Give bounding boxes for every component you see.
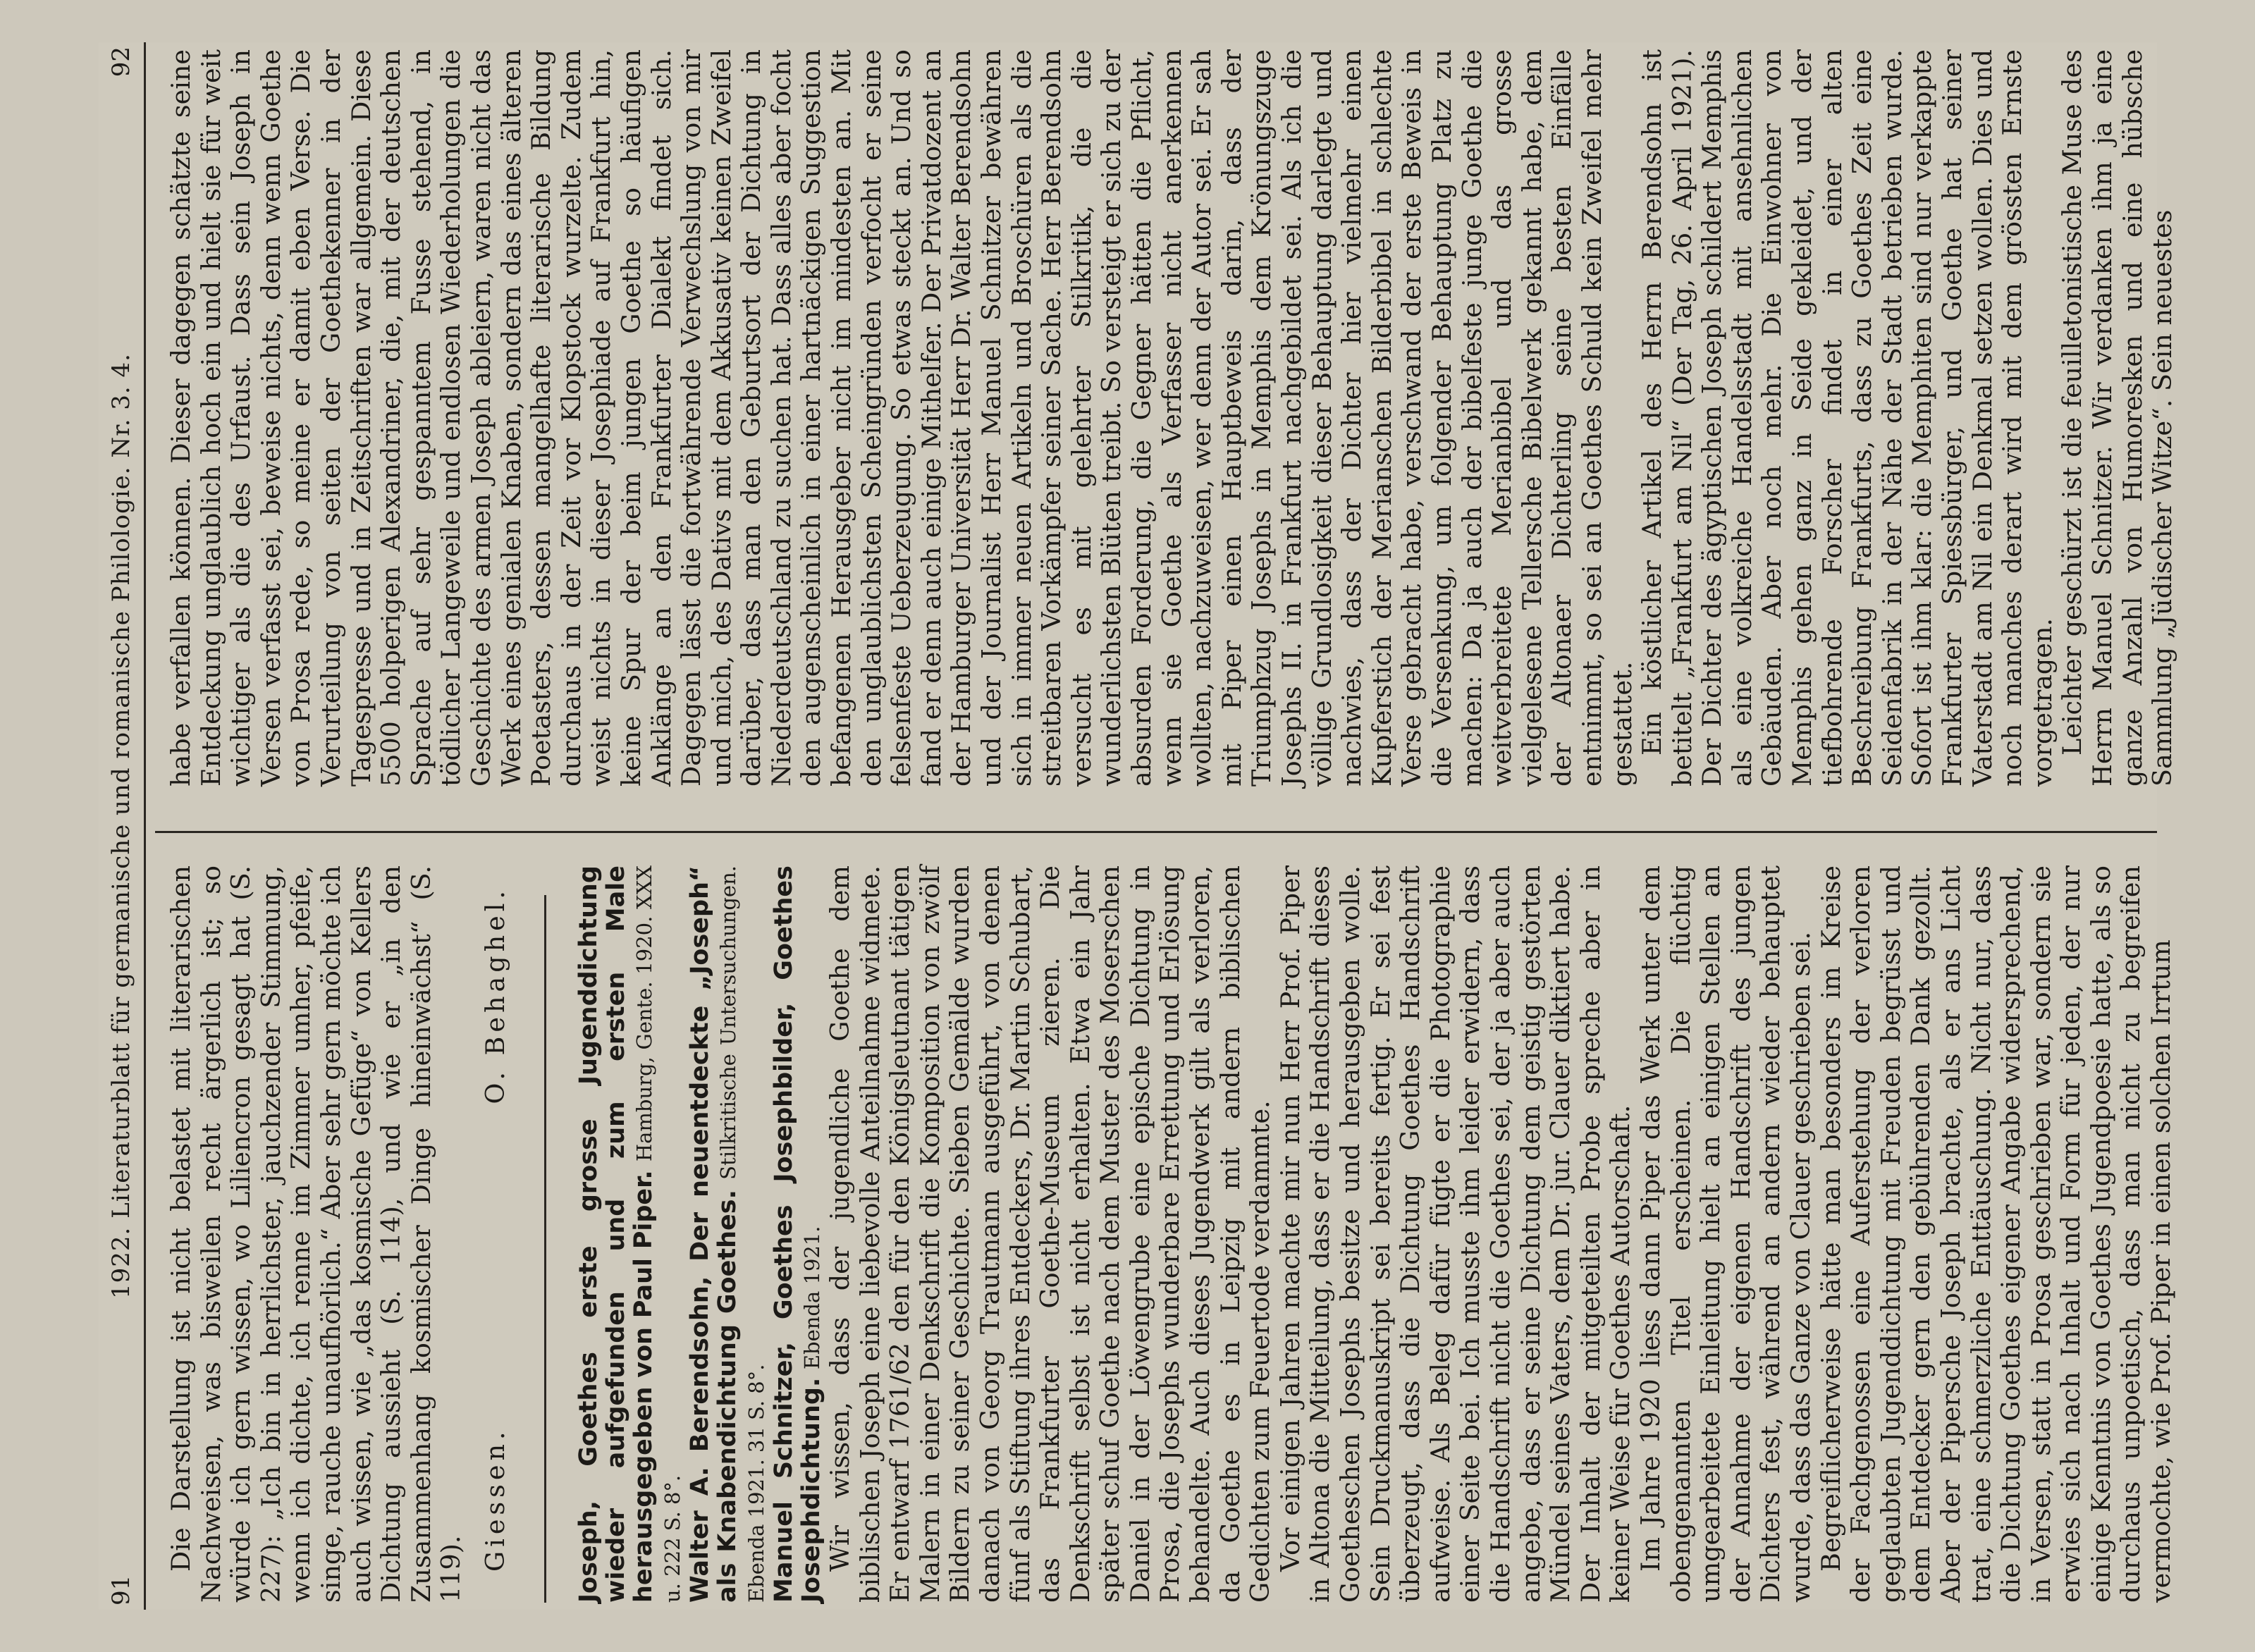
review-closing-paragraph: Die Darstellung ist nicht belastet mit literarischen Nachweisen, was bisweilen recht ärgerlich ist; so würde ich gern wissen, wo Liliencron gesagt hat (S. 227): „Ich bin in herrlichster, jauchzender Stimmung, wenn ich dichte, ich renne im Zimmer umher, pfeife, singe, rauche unaufhörlich.“ Aber sehr gern möchte ich auch wissen, wie „das kosmische Gefüge“ von Kellers Dichtung aussieht (S. 114), und wie er „in den Zusammenhang kosmischer Dinge hineinwächst“ (S. 119). xyxy=(166,865,467,1603)
bib-entry-details: Stilkritische Untersuchungen. Ebenda 1921. 31 S. 8°. xyxy=(715,865,768,1603)
body-paragraph: Im Jahre 1920 liess dann Piper das Werk unter dem obengenannten Titel erscheinen. Die flüchtig umgearbeitete Einleitung hielt an einigen Stellen an der Annahme der eigenen Handschrift des jungen Dichters fest, während an andern wieder behauptet wurde, dass das Ganze von Clauer geschrieben sei. xyxy=(1635,865,1816,1603)
signature-author: O. Behaghel. xyxy=(479,887,510,1104)
review-signature xyxy=(481,865,513,1603)
body-paragraph-continued: habe verfallen können. Dieser dagegen schätzte seine Entdeckung unglaublich hoch ein und hielt sie für weit wichtiger als die des Urfaust. Dass sein Joseph in Versen verfasst sei, beweise nichts, denn wenn Goethe von Prosa rede, so meine er damit eben Verse. Die Verurteilung von seiten der Goethekenner in der Tagespresse und in Zeitschriften war allgemein. Diese 5500 holperigen Alexandriner, die, mit der deutschen Sprache auf sehr gespanntem Fusse stehend, in tödlicher Langeweile und endlosen Wiederholungen die Geschichte des armen Joseph ableiern, waren nicht das Werk eines genialen Knaben, sondern das eines älteren Poetasters, dessen mangelhafte literarische Bildung durchaus in der Zeit vor Klopstock wurzelte. Zudem weist nichts in dieser Josephiade auf Frankfurt hin, keine Spur der beim jungen Goethe so häufigen Anklänge an den Frankfurter Dialekt findet sich. Dagegen lässt die fortwährende Verwechslung von mir und mich, des Dativs mit dem Akkusativ keinen Zweifel darüber, dass man den Geburtsort der Dichtung in Niederdeutschland zu suchen hat. Dass alles aber focht den augenscheinlich in einer hartnäckigen Suggestion befangenen Herausgeber nicht im mindesten an. Mit den unglaublichsten Scheingründen verfocht er seine felsenfeste Ueberzeugung. So etwas steckt an. Und so fand er denn auch einige Mithelfer. Der Privatdozent an der Hamburger Universität Herr Dr. Walter Berendsohn und der Journalist Herr Manuel Schnitzer bewähren sich in immer neuen Artikeln und Broschüren als die streitbaren Vorkämpfer seiner Sache. Herr Berendsohn versucht es mit gelehrter Stilkritik, die die wunderlichsten Blüten treibt. So versteigt er sich zu der absurden Forderung, die Gegner hätten die Pflicht, wenn sie Goethe als Verfasser nicht anerkennen wollten, nachzuweisen, wer denn der Autor sei. Er sah mit Piper einen Hauptbeweis darin, dass der Triumphzug Josephs in Memphis dem Krönungszuge Josephs II. in Frankfurt nachgebildet sei. Als ich die völlige Grundlosigkeit dieser Behauptung darlegte und nachwies, dass der Dichter hier vielmehr einen Kupferstich der Merianschen Bilderbibel in schlechte Verse gebracht habe, verschwand der erste Beweis in die Versenkung, um folgender Behauptung Platz zu machen: Da ja auch der bibelfeste junge Goethe die weitverbreitete Merianbibel und das grosse vielgelesene Tellersche Bibelwerk gekannt habe, dem der Altonaer Dichterling seine besten Einfälle entnimmt, so sei an Goethes Schuld kein Zweifel mehr gestattet. xyxy=(166,49,1638,787)
bibliography-entry-berendsohn xyxy=(686,865,770,1603)
page-number-right: 92 xyxy=(107,47,135,78)
bib-entry-title: Walter A. Berendsohn, Der neuentdeckte „Joseph“ als Knabendichtung Goethes. xyxy=(685,865,742,1603)
column-divider xyxy=(155,831,2157,833)
body-paragraph: Ein köstlicher Artikel des Herrn Berendsohn ist betitelt „Frankfurt am Nil“ (Der Tag, 26. April 1921). Der Dichter des ägyptischen Joseph schildert Memphis als eine volkreiche Handelsstadt mit ansehnlichen Gebäuden. Aber noch mehr. Die Einwohner von Memphis gehen ganz in Seide gekleidet, und der tiefbohrende Forscher findet in einer alten Beschreibung Frankfurts, dass zu Goethes Zeit eine Seidenfabrik in der Nähe der Stadt betrieben wurde. Sofort ist ihm klar: die Memphiten sind nur verkappte Frankfurter Spiessbürger, und Goethe hat seiner Vaterstadt am Nil ein Denkmal setzen wollen. Dies und noch manches derart wird mit dem grössten Ernste vorgetragen. xyxy=(1637,49,2058,787)
body-paragraph: Begreiflicherweise hätte man besonders im Kreise der Fachgenossen eine Auferstehung der verloren geglaubten Jugenddichtung mit Freuden begrüsst und dem Entdecker gern den gebührenden Dank gezollt. Aber der Pipersche Joseph brachte, als er ans Licht trat, eine schmerzliche Enttäuschung. Nicht nur, dass die Dichtung Goethes eigener Angabe widersprechend, in Versen, statt in Prosa geschrieben war, sondern sie erwies sich nach Inhalt und Form für jeden, der nur einige Kenntnis von Goethes Jugendpoesie hatte, als so durchaus unpoetisch, dass man nicht zu begreifen vermochte, wie Prof. Piper in einen solchen Irrtum xyxy=(1815,865,2177,1603)
journal-page xyxy=(99,42,2178,1610)
left-column xyxy=(166,865,2177,1603)
journal-title: 1922. Literaturblatt für germanische und romanische Philologie. Nr. 3. 4. xyxy=(107,353,135,1300)
bib-entry-title: Joseph, Goethes erste grosse Jugenddichtung wieder aufgefunden und zum ersten Male herausgegeben von Paul Piper. xyxy=(574,865,658,1603)
running-header xyxy=(99,42,146,1610)
right-column xyxy=(166,49,2178,787)
bibliography-entry-schnitzer xyxy=(770,865,825,1603)
bib-entry-details: Ebenda 1921. xyxy=(799,1226,824,1370)
bib-entry-title: Manuel Schnitzer, Goethes Josephbilder, Goethes Josephdichtung. xyxy=(769,865,825,1603)
bib-entry-details: Hamburg, Gente. 1920. XXX u. 222 S. 8°. xyxy=(632,865,684,1603)
signature-city: Giessen. xyxy=(479,1427,510,1572)
section-rule xyxy=(544,895,546,1603)
page-number-left: 91 xyxy=(107,1574,135,1605)
bibliography-entry-piper xyxy=(574,865,686,1603)
body-paragraph: Wir wissen, dass der jugendliche Goethe dem biblischen Joseph eine liebevolle Anteilnahme widmete. Er entwarf 1761/62 den für den Königsleutnant tätigen Malern in einer Denkschrift die Komposition von zwölf Bildern zu seiner Geschichte. Sieben Gemälde wurden danach von Georg Trautmann ausgeführt, von denen fünf als Stiftung ihres Entdeckers, Dr. Martin Schubart, das Frankfurter Goethe-Museum zieren. Die Denkschrift selbst ist nicht erhalten. Etwa ein Jahr später schuf Goethe nach dem Muster des Moserschen Daniel in der Löwengrube eine epische Dichtung in Prosa, die Josephs wunderbare Errettung und Erlösung behandelte. Auch dieses Jugendwerk gilt als verloren, da Goethe es in Leipzig mit andern biblischen Gedichten zum Feuertode verdammte. xyxy=(824,865,1276,1603)
body-paragraph: Leichter geschürzt ist die feuilletonistische Muse des Herrn Manuel Schnitzer. Wir verdanken ihm ja eine ganze Anzahl von Humoresken und eine hübsche Sammlung „Jüdischer Witze“. Sein neuestes xyxy=(2057,49,2178,787)
body-paragraph: Vor einigen Jahren machte mir nun Herr Prof. Piper in Altona die Mitteilung, dass er die Handschrift dieses Goetheschen Josephs besitze und herausgeben wolle. Sein Druckmanuskript sei bereits fertig. Er sei fest überzeugt, dass die Dichtung Goethes Handschrift aufweise. Als Beleg dafür fügte er die Photographie einer Seite bei. Ich musste ihm leider erwidern, dass die Handschrift nicht die Goethes sei, der ja aber auch angebe, dass er seine Dichtung dem geistig gestörten Mündel seines Vaters, dem Dr. jur. Clauer diktiert habe. Der Inhalt der mitgeteilten Probe spreche aber in keiner Weise für Goethes Autorschaft. xyxy=(1274,865,1636,1603)
